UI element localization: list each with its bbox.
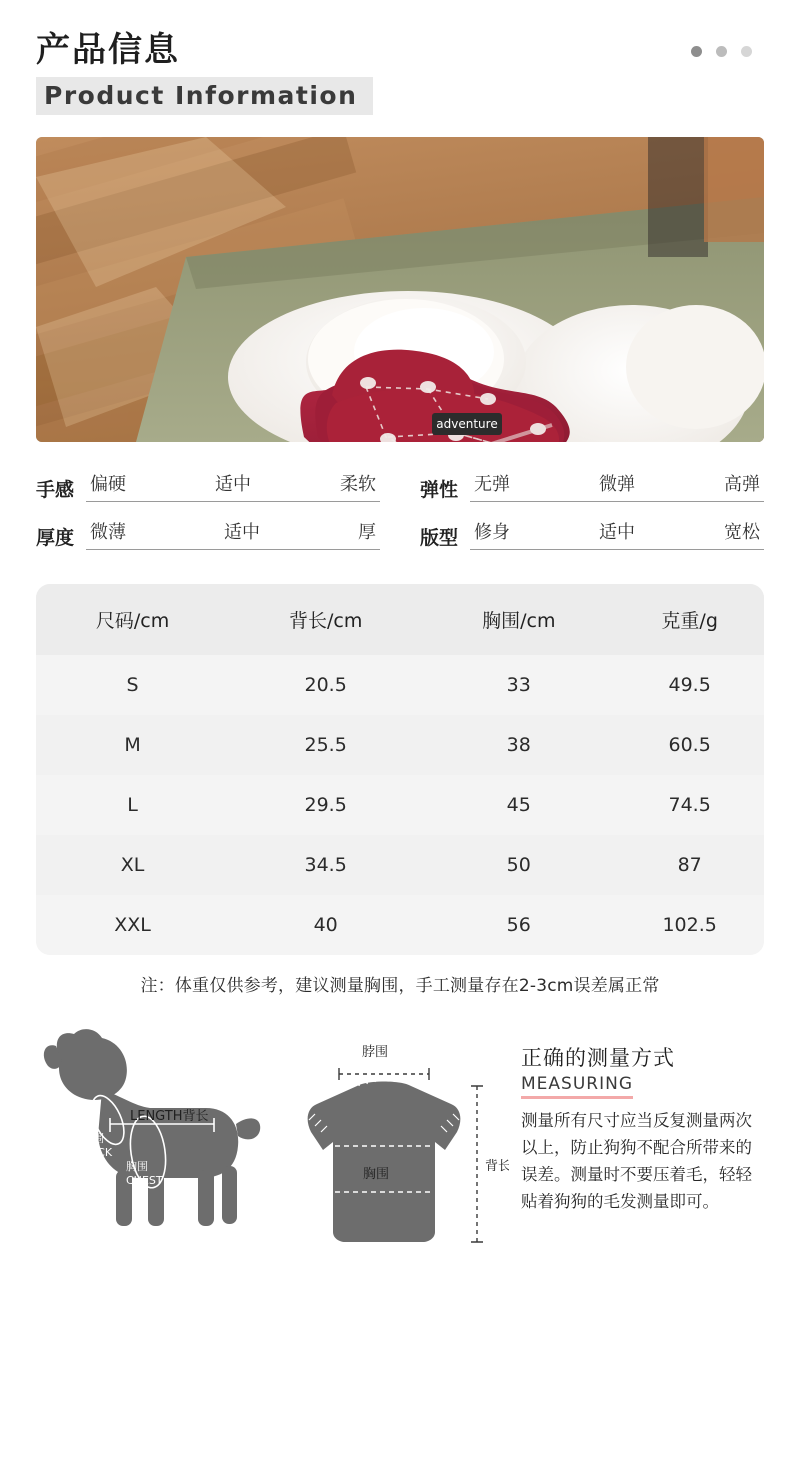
table-cell-backlength: 25.5 xyxy=(304,733,347,756)
garment-measurement-diagram xyxy=(279,1020,509,1264)
dot-icon-1 xyxy=(691,46,702,57)
table-cell-weight: 74.5 xyxy=(668,793,711,816)
dog-chest-label-cn: 胸围 xyxy=(126,1159,148,1173)
table-cell-weight: 49.5 xyxy=(668,673,711,696)
decorative-dots xyxy=(691,46,752,57)
table-cell-backlength: 20.5 xyxy=(304,673,347,696)
attribute-label: 手感 xyxy=(36,478,75,501)
table-header-cell: 尺码/cm xyxy=(36,584,229,655)
table-cell-chest: 50 xyxy=(506,853,531,876)
attribute-label: 弹性 xyxy=(420,478,459,501)
attribute-option: 厚 xyxy=(357,521,376,543)
attribute-option: 无弹 xyxy=(474,473,511,495)
attribute-option: 高弹 xyxy=(723,473,760,495)
table-row xyxy=(36,775,764,835)
dot-icon-3 xyxy=(741,46,752,57)
attribute-option: 宽松 xyxy=(723,521,760,543)
attribute-label: 厚度 xyxy=(36,526,75,549)
dog-measurement-diagram xyxy=(30,1020,275,1254)
shirt-silhouette-icon xyxy=(279,1020,509,1260)
attribute-thickness xyxy=(36,518,380,550)
shirt-chest-label: 胸围 xyxy=(363,1166,390,1182)
table-cell-chest: 56 xyxy=(506,913,531,936)
attribute-option: 适中 xyxy=(224,521,260,543)
dot-icon-2 xyxy=(716,46,727,57)
attribute-elasticity xyxy=(420,470,764,502)
shirt-backlength-label: 背长 xyxy=(485,1158,509,1174)
table-row xyxy=(36,655,764,715)
garment-tag xyxy=(432,413,502,435)
attribute-option: 偏硬 xyxy=(90,473,127,495)
table-cell-backlength: 34.5 xyxy=(304,853,347,876)
table-header-cell: 胸围/cm xyxy=(422,584,615,655)
measuring-instructions xyxy=(513,1020,770,1216)
attribute-option: 柔软 xyxy=(339,473,376,495)
table-row xyxy=(36,715,764,775)
attribute-options xyxy=(86,518,380,550)
page-title-en: Product Information xyxy=(44,80,358,110)
table-cell-size: L xyxy=(127,793,138,816)
dog-length-label: LENGTH背长 xyxy=(130,1108,209,1124)
table-cell-weight: 87 xyxy=(677,853,702,876)
attribute-handfeel xyxy=(36,470,380,502)
attribute-options xyxy=(470,470,764,502)
dog-chest-label-en: CHEST xyxy=(126,1173,163,1187)
attribute-option: 适中 xyxy=(599,521,635,543)
attribute-fit xyxy=(420,518,764,550)
table-cell-size: XL xyxy=(120,853,145,876)
shirt-neck-label: 脖围 xyxy=(362,1044,389,1060)
table-cell-backlength: 29.5 xyxy=(304,793,347,816)
page-title-en-highlight xyxy=(36,77,373,115)
attribute-option: 微弹 xyxy=(599,473,635,495)
measurement-note: 注：体重仅供参考，建议测量胸围，手工测量存在2-3cm误差属正常 xyxy=(140,975,660,996)
table-cell-chest: 33 xyxy=(506,673,531,696)
table-cell-size: M xyxy=(124,733,141,756)
measuring-body: 测量所有尺寸应当反复测量两次以上，防止狗狗不配合所带来的误差。测量时不要压着毛，轻轻贴着狗狗的毛发测量即可。 xyxy=(521,1110,752,1212)
attribute-label: 版型 xyxy=(420,526,459,549)
table-cell-size: S xyxy=(126,673,139,696)
measuring-title: 正确的测量方式 xyxy=(521,1045,675,1070)
attribute-option: 微薄 xyxy=(90,521,127,543)
measuring-subtitle: MEASURING xyxy=(521,1074,633,1099)
table-cell-chest: 45 xyxy=(506,793,531,816)
size-table-element xyxy=(36,584,764,955)
table-header-row xyxy=(36,584,764,655)
dog-neck-label-en: NECK xyxy=(82,1145,113,1159)
product-photo xyxy=(36,137,764,442)
table-cell-size: XXL xyxy=(114,913,151,936)
attribute-options xyxy=(86,470,380,502)
table-header-cell: 克重/g xyxy=(615,584,764,655)
attribute-option: 修身 xyxy=(474,521,511,543)
product-photo-illustration xyxy=(36,137,764,442)
attribute-options xyxy=(470,518,764,550)
measuring-section xyxy=(30,1020,770,1270)
table-cell-backlength: 40 xyxy=(313,913,338,936)
table-cell-weight: 102.5 xyxy=(662,913,717,936)
svg-text:adventure: adventure xyxy=(436,416,498,431)
table-cell-weight: 60.5 xyxy=(668,733,711,756)
table-row xyxy=(36,895,764,955)
attribute-grid xyxy=(36,470,764,550)
page-title-cn: 产品信息 xyxy=(36,30,180,70)
page-header xyxy=(0,0,800,115)
table-cell-chest: 38 xyxy=(506,733,531,756)
table-row xyxy=(36,835,764,895)
dog-neck-label-cn: 脖围 xyxy=(82,1131,104,1145)
dog-silhouette-icon xyxy=(30,1020,275,1250)
table-header-cell: 背长/cm xyxy=(229,584,422,655)
attribute-option: 适中 xyxy=(215,473,251,495)
size-table xyxy=(36,584,764,955)
